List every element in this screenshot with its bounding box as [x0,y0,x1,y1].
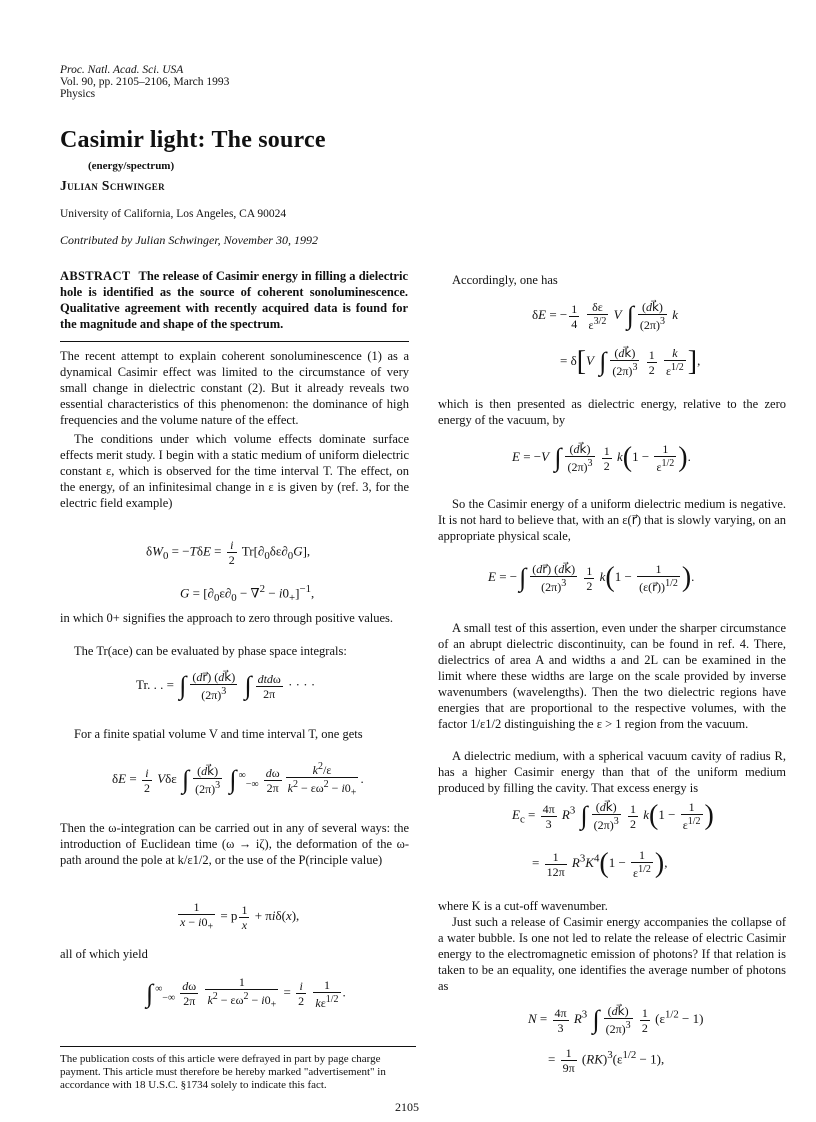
paragraph: Just such a release of Casimir energy accompanies the collapse of a water bubble. Is one not led to relate the release of electric Casimir energy to the electromagnetic emission of photons? If that relation is taken to be an equality, one identifies the average number of photons as [438,915,786,993]
left-para-4 [60,643,409,659]
paragraph: which is then presented as dielectric energy, relative to the zero energy of the vacuum, by [438,397,786,427]
paragraph: So the Casimir energy of a uniform dielectric medium is negative. It is not hard to believe that, with an ε(r⃗) that is slowly varying, on an appropriate physical scale, [438,497,786,543]
right-para-6 [438,898,786,914]
journal-name: Proc. Natl. Acad. Sci. USA [60,64,184,76]
footnote: The publication costs of this article were defrayed in part by page charge payment. This article must therefore be hereby marked "advertisement" in accordance with 18 U.S.C. §1734 solely to indicate this fact. [60,1053,386,1091]
left-para-6 [60,820,409,868]
right-para-4 [438,620,786,732]
equation-photon-number-2: = $\frac{1}{9\pi}$ $(RK)^3(\varepsilon^{1/2} - 1)$, [548,1046,665,1075]
equation-accordingly: δE = − $\frac{1}{4}$ $\frac{\delta\varepsilon}{\varepsilon^{3/2}}$ V ∫ $\frac{(dk⃗)}{(2\pi)^3}$ k [532,300,679,332]
paragraph: all of which yield [60,947,148,961]
abstract [60,268,408,332]
paragraph: The Tr(ace) can be evaluated by phase space integrals: [74,644,347,658]
equation-omega-integral: ∫ ∞$_{-\infty}$ $\frac{d\omega}{2\pi}$ $\frac{1}{k^2 - \varepsilon\omega^2 - i0_+}$ = $\frac{i}{2}$ $\frac{1}{k\varepsilon^{1/2}}$ . [146,975,346,1011]
right-para-2 [438,396,786,428]
author: Julian Schwinger [60,178,166,193]
right-para-5 [438,748,786,796]
journal-section: Physics [60,88,96,100]
right-para-7 [438,914,786,994]
equation-trace: Tr. . . = ∫ $\frac{(dr⃗) (dk⃗)}{(2\pi)^3}$ ∫ $\frac{\text{dtdω}}{2\pi}$ · · · · [136,670,316,702]
keywords: (energy/spectrum) [88,160,175,172]
affiliation: University of California, Los Angeles, CA 90024 [60,208,287,220]
footnote-divider [60,1046,416,1047]
paragraph: A small test of this assertion, even under the sharper circumstance of an abrupt dielectric discontinuity, can be found in ref. 4. There, dielectrics of area A and widths a and 2L can be examined in the limit where these widths are large on the scale provided by inverse wavenumbers (wavelengths). Then the two dielectric regions have energies that are proportional to the respective volumes, with the factor 1/ε1/2 distinguishing the ε > 1 region from the vacuum. [438,621,786,731]
contributed-line: Contributed by Julian Schwinger, November 30, 1992 [60,233,318,247]
left-para-5 [60,726,409,742]
equation-excess-energy: $E_c$ = $\frac{4\pi}{3}$ $R^3$ ∫ $\frac{(dk⃗)}{(2\pi)^3}$ $\frac{1}{2}$ k(1 − $\frac{1}{\varepsilon^{1/2}}$ ) [512,800,714,832]
article-title: Casimir light: The source [60,127,326,153]
journal-volume: Vol. 90, pp. 2105–2106, March 1993 [60,76,230,88]
equation-excess-energy-2: = $\frac{1}{12\pi}$ $R^3K^4(1$ − $\frac{1}{\varepsilon^{1/2}}$ ), [532,848,668,880]
paragraph: Accordingly, one has [452,273,558,287]
paragraph: For a finite spatial volume V and time interval T, one gets [74,727,363,741]
left-para-3 [60,610,409,626]
paragraph: Then the ω-integration can be carried out in any of several ways: the introduction of Euclidean time (ω → iζ), the deformation of the ω-path around the pole at k/ε1/2, or the use of the P(rinciple value) [60,821,409,867]
left-para-2 [60,431,409,511]
equation-dielectric-energy: E = −V ∫ $\frac{(dk⃗)}{(2\pi)^3}$ $\frac{1}{2}$ k(1 − $\frac{1}{\varepsilon^{1/2}}$ ). [512,442,691,474]
equation-varying-energy: E = −∫ $\frac{(dr⃗) (dk⃗)}{(2\pi)^3}$ $\frac{1}{2}$ k(1 − $\frac{1}{(\varepsilon(r⃗))^{1/2}}$ ). [488,562,695,594]
equation-principal-value: $\frac{1}{x - i0_+}$ = p $\frac{1}{x}$ + πiδ(x), [180,900,300,933]
right-para-1 [438,272,786,288]
equation-photon-number: N = $\frac{4\pi}{3}$ $R^3$ ∫ $\frac{(dk⃗)}{(2\pi)^3}$ $\frac{1}{2}$ $(\varepsilon^{1/2} - 1)$ [528,1004,704,1036]
right-para-3 [438,496,786,544]
abstract-divider [60,341,409,342]
page-number: 2105 [395,1100,419,1114]
paragraph: A dielectric medium, with a spherical vacuum cavity of radius R, has a higher Casimir energy than that of the uniform medium produced by filling the cavity. That excess energy is [438,749,786,795]
paragraph: where K is a cut-off wavenumber. [438,899,608,913]
equation-delta-w: $\delta W_0 = -T\delta E$ = $\frac{i}{2}$ $Tr[\partial_0\delta\varepsilon\partial_0G]$, [146,538,311,567]
equation-accordingly-2: = δ[V ∫ $\frac{(dk⃗)}{(2\pi)^3}$ $\frac{1}{2}$ $\frac{k}{\varepsilon^{1/2}}$ ], [560,346,701,378]
equation-green-function: $G = [\partial_0\varepsilon\partial_0 - \nabla^2 - i0_+]^{-1}$, [180,583,315,604]
left-para-1 [60,348,409,428]
equation-delta-e: δE = $\frac{i}{2}$ Vδε ∫ $\frac{(dk⃗)}{(2\pi)^3}$ ∫ ∞$_{-\infty}$ $\frac{d\omega}{2\pi}$ $\frac{k^2/\varepsilon}{k^2 - \varepsilon\omega^2 - i0_+}$ . [112,761,364,799]
paragraph: The recent attempt to explain coherent sonoluminescence (1) as a dynamical Casimir effect was limited to the circumstance of very small change in dielectric constant (2). But it already reveals two essential characteristics of this phenomenon: the dominance of high frequencies and the volume nature of the effect. [60,349,409,427]
left-para-7 [60,946,409,962]
paragraph: in which 0+ signifies the approach to zero through positive values. [60,611,394,625]
abstract-text: The release of Casimir energy in filling a dielectric hole is identified as the source of coherent sonoluminescence. Qualitative agreement with recently acquired data is found for the magnitude and shape of the spectrum. [60,269,408,331]
paragraph: The conditions under which volume effects dominate surface effects merit study. I begin with a static medium of uniform dielectric constant ε, which is observed for the time interval T. The effect, on the energy, of an infinitesimal change in ε is given by (ref. 3, for the electric field example) [60,432,409,510]
abstract-label: ABSTRACT [60,269,131,283]
journal-citation [60,64,229,100]
